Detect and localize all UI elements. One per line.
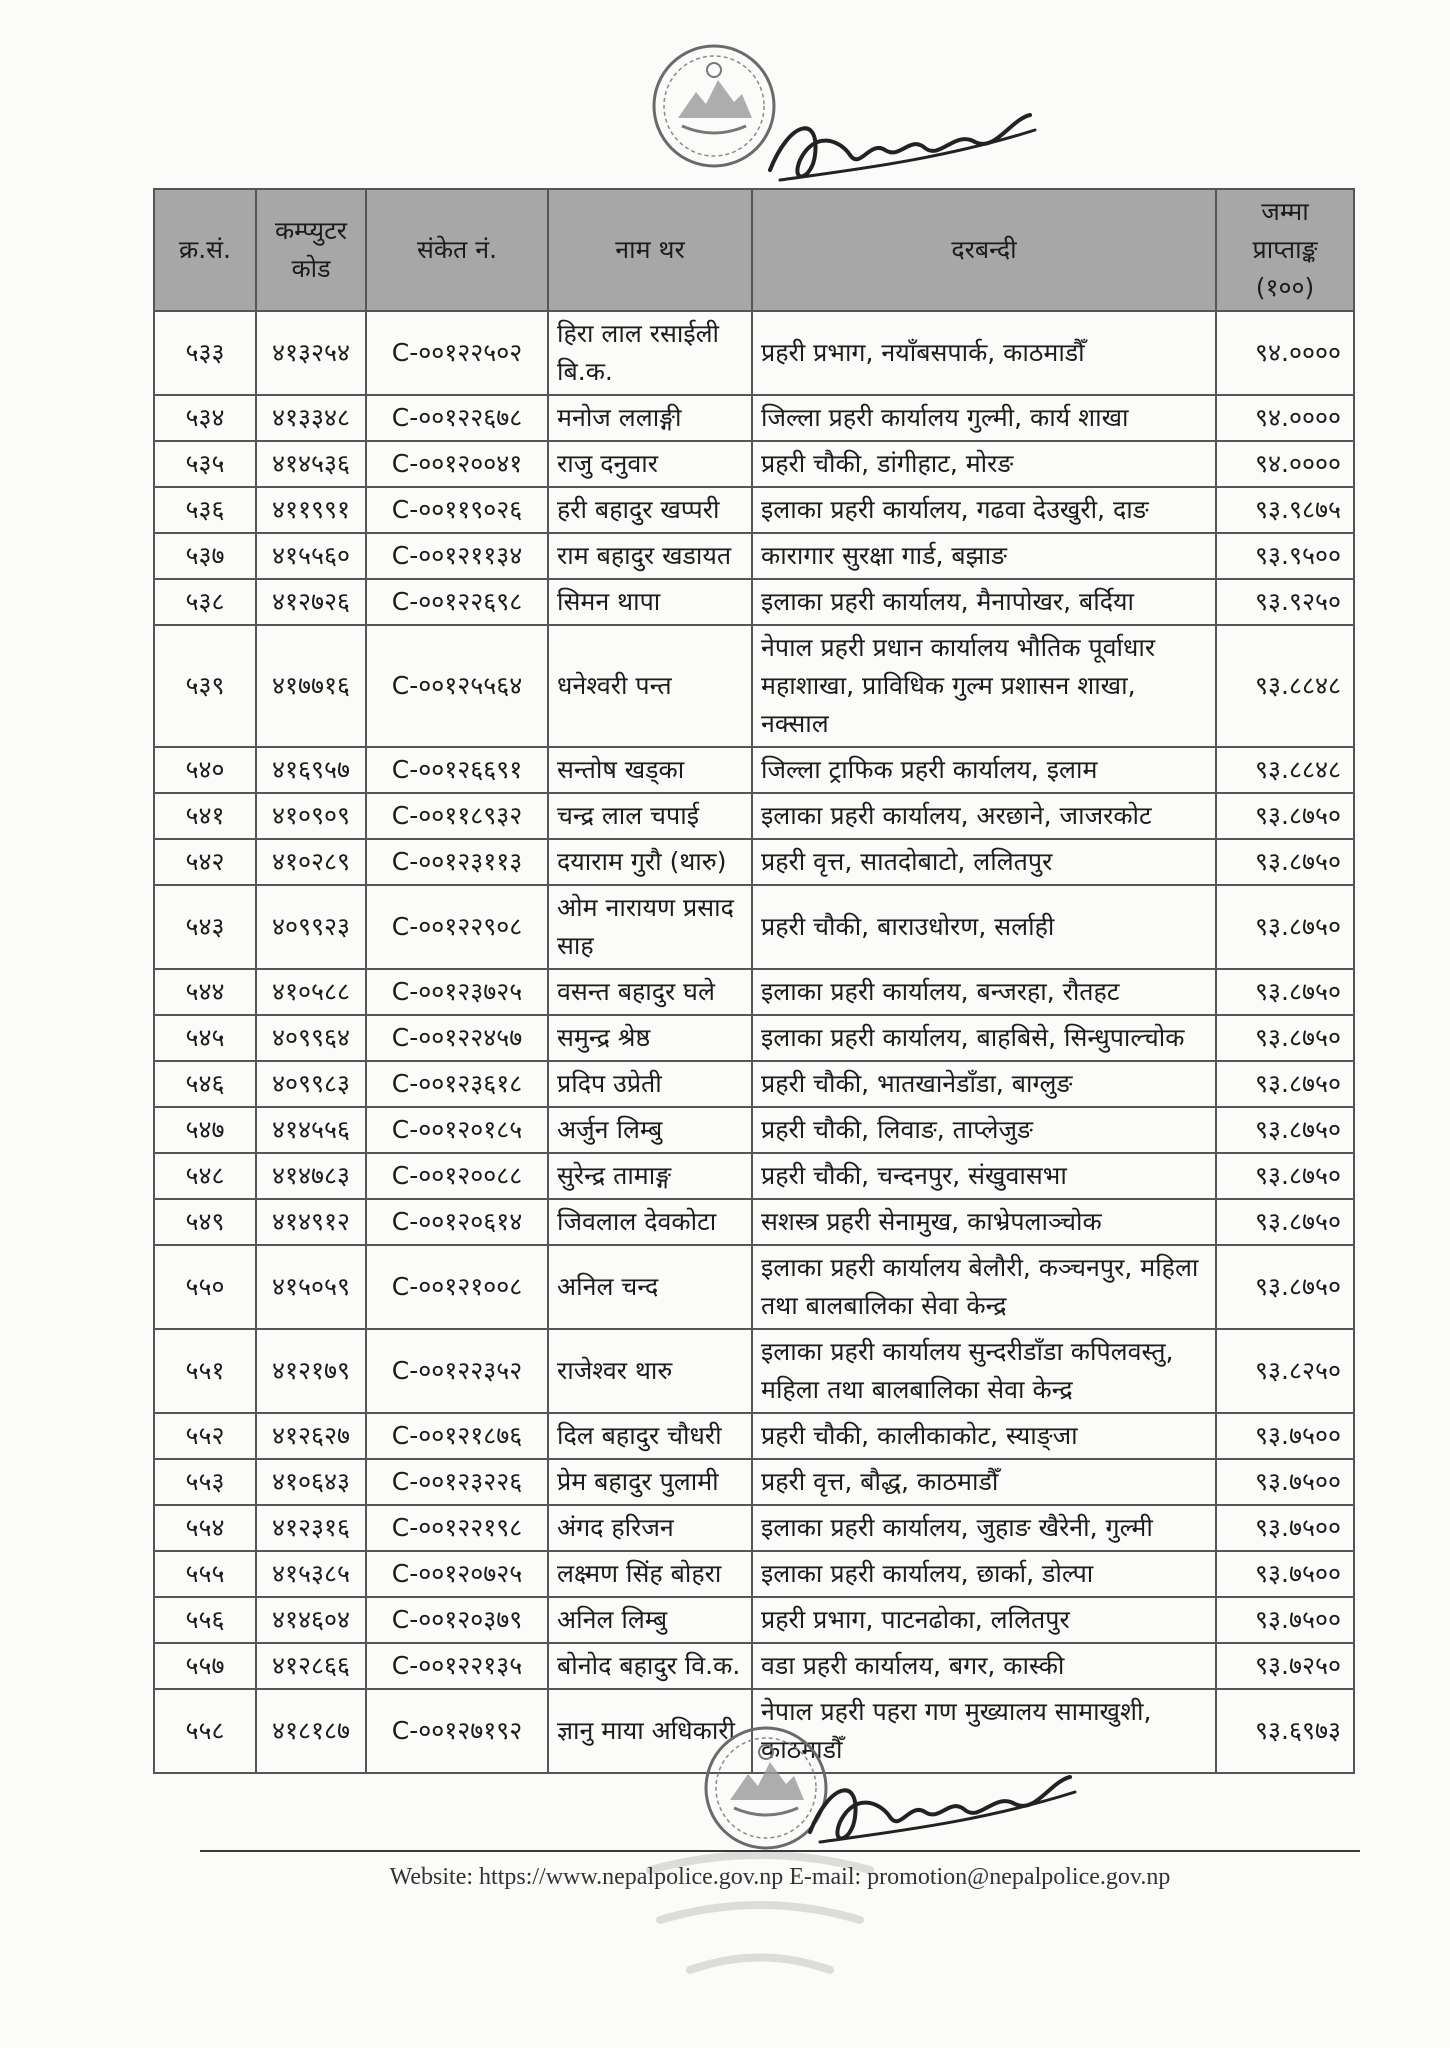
cell-symbol-number: C-००११९०२६ (366, 487, 548, 533)
cell-symbol-number: C-००१२३२२६ (366, 1459, 548, 1505)
cell-computer-code: ४१४५५६ (256, 1107, 366, 1153)
cell-symbol-number: C-००१२१००८ (366, 1245, 548, 1329)
cell-total-score: ९३.७५०० (1216, 1597, 1354, 1643)
footer-divider (200, 1850, 1360, 1852)
cell-post: जिल्ला ट्राफिक प्रहरी कार्यालय, इलाम (752, 747, 1216, 793)
table-row (154, 311, 1354, 395)
cell-computer-code: ४१२६२७ (256, 1413, 366, 1459)
cell-name: प्रदिप उप्रेती (548, 1061, 752, 1107)
table-row (154, 1505, 1354, 1551)
cell-symbol-number: C-००१२६६९१ (366, 747, 548, 793)
table-row (154, 1643, 1354, 1689)
cell-total-score: ९३.९५०० (1216, 533, 1354, 579)
cell-symbol-number: C-००१२११३४ (366, 533, 548, 579)
table-row (154, 579, 1354, 625)
cell-name: हरी बहादुर खप्परी (548, 487, 752, 533)
cell-post: सशस्त्र प्रहरी सेनामुख, काभ्रेपलाञ्चोक (752, 1199, 1216, 1245)
table-row (154, 969, 1354, 1015)
cell-name: चन्द्र लाल चपाई (548, 793, 752, 839)
cell-name: राम बहादुर खडायत (548, 533, 752, 579)
cell-computer-code: ४१२३१६ (256, 1505, 366, 1551)
cell-serial: ५५३ (154, 1459, 256, 1505)
cell-post: इलाका प्रहरी कार्यालय बेलौरी, कञ्चनपुर, महिला तथा बालबालिका सेवा केन्द्र (752, 1245, 1216, 1329)
cell-computer-code: ४१४९१२ (256, 1199, 366, 1245)
cell-serial: ५३८ (154, 579, 256, 625)
cell-serial: ५४४ (154, 969, 256, 1015)
cell-serial: ५५४ (154, 1505, 256, 1551)
cell-name: वसन्त बहादुर घले (548, 969, 752, 1015)
cell-total-score: ९३.८७५० (1216, 1153, 1354, 1199)
table-row (154, 1107, 1354, 1153)
cell-computer-code: ४१५३८५ (256, 1551, 366, 1597)
cell-total-score: ९३.८८४८ (1216, 747, 1354, 793)
results-table (153, 188, 1355, 1774)
cell-computer-code: ४१५५६० (256, 533, 366, 579)
cell-serial: ५४० (154, 747, 256, 793)
cell-computer-code: ४०९९८३ (256, 1061, 366, 1107)
cell-name: मनोज ललाङ्गी (548, 395, 752, 441)
table-row (154, 1459, 1354, 1505)
cell-serial: ५५६ (154, 1597, 256, 1643)
cell-symbol-number: C-००१२०६१४ (366, 1199, 548, 1245)
cell-symbol-number: C-००१२१८७६ (366, 1413, 548, 1459)
cell-serial: ५५५ (154, 1551, 256, 1597)
cell-name: राजेश्वर थारु (548, 1329, 752, 1413)
cell-total-score: ९३.९८७५ (1216, 487, 1354, 533)
cell-post: प्रहरी प्रभाग, पाटनढोका, ललितपुर (752, 1597, 1216, 1643)
cell-name: समुन्द्र श्रेष्ठ (548, 1015, 752, 1061)
cell-total-score: ९३.८७५० (1216, 885, 1354, 969)
cell-total-score: ९३.८७५० (1216, 1061, 1354, 1107)
cell-total-score: ९३.७५०० (1216, 1459, 1354, 1505)
table-header-row (154, 189, 1354, 311)
cell-serial: ५४१ (154, 793, 256, 839)
cell-post: प्रहरी चौकी, भातखानेडाँडा, बाग्लुङ (752, 1061, 1216, 1107)
table-row (154, 395, 1354, 441)
cell-serial: ५४९ (154, 1199, 256, 1245)
cell-total-score: ९३.८८४८ (1216, 625, 1354, 747)
cell-total-score: ९३.७२५० (1216, 1643, 1354, 1689)
cell-computer-code: ४१२७२६ (256, 579, 366, 625)
cell-post: इलाका प्रहरी कार्यालय, अरछाने, जाजरकोट (752, 793, 1216, 839)
cell-symbol-number: C-००१२२९०८ (366, 885, 548, 969)
cell-name: ओम नारायण प्रसाद साह (548, 885, 752, 969)
cell-total-score: ९३.८२५० (1216, 1329, 1354, 1413)
cell-serial: ५५२ (154, 1413, 256, 1459)
cell-post: प्रहरी चौकी, कालीकाकोट, स्याङ्जा (752, 1413, 1216, 1459)
header-post: दरबन्दी (752, 189, 1216, 311)
cell-computer-code: ४१२८६६ (256, 1643, 366, 1689)
cell-total-score: ९३.६९७३ (1216, 1689, 1354, 1773)
header-symbol-number: संकेत नं. (366, 189, 548, 311)
cell-serial: ५३६ (154, 487, 256, 533)
table-row (154, 1199, 1354, 1245)
table-row (154, 1245, 1354, 1329)
cell-name: लक्ष्मण सिंह बोहरा (548, 1551, 752, 1597)
table-row (154, 1061, 1354, 1107)
cell-post: प्रहरी चौकी, डांगीहाट, मोरङ (752, 441, 1216, 487)
cell-computer-code: ४१८१८७ (256, 1689, 366, 1773)
cell-computer-code: ४१५०५९ (256, 1245, 366, 1329)
cell-serial: ५४८ (154, 1153, 256, 1199)
cell-computer-code: ४१७७१६ (256, 625, 366, 747)
table-row (154, 747, 1354, 793)
cell-serial: ५५० (154, 1245, 256, 1329)
cell-name: सुरेन्द्र तामाङ्ग (548, 1153, 752, 1199)
cell-computer-code: ४११९९१ (256, 487, 366, 533)
cell-computer-code: ४१४६०४ (256, 1597, 366, 1643)
header-serial: क्र.सं. (154, 189, 256, 311)
cell-computer-code: ४१४५३६ (256, 441, 366, 487)
footer-contact: Website: https://www.nepalpolice.gov.np E-mail: promotion@nepalpolice.gov.np (389, 1864, 1171, 1890)
cell-post: प्रहरी चौकी, लिवाङ, ताप्लेजुङ (752, 1107, 1216, 1153)
cell-post: इलाका प्रहरी कार्यालय, मैनापोखर, बर्दिया (752, 579, 1216, 625)
cell-computer-code: ४१३३४८ (256, 395, 366, 441)
cell-serial: ५३४ (154, 395, 256, 441)
cell-serial: ५४३ (154, 885, 256, 969)
cell-total-score: ९३.८७५० (1216, 1199, 1354, 1245)
cell-post: जिल्ला प्रहरी कार्यालय गुल्मी, कार्य शाखा (752, 395, 1216, 441)
cell-name: दिल बहादुर चौधरी (548, 1413, 752, 1459)
cell-total-score: ९३.८७५० (1216, 1245, 1354, 1329)
cell-total-score: ९३.८७५० (1216, 793, 1354, 839)
cell-computer-code: ४१०९०९ (256, 793, 366, 839)
header-name: नाम थर (548, 189, 752, 311)
cell-serial: ५५७ (154, 1643, 256, 1689)
table-row (154, 1153, 1354, 1199)
cell-post: प्रहरी चौकी, चन्दनपुर, संखुवासभा (752, 1153, 1216, 1199)
table-body (154, 311, 1354, 1773)
cell-post: प्रहरी वृत्त, बौद्ध, काठमाडौँ (752, 1459, 1216, 1505)
cell-total-score: ९४.०००० (1216, 311, 1354, 395)
cell-name: हिरा लाल रसाईली बि.क. (548, 311, 752, 395)
cell-post: इलाका प्रहरी कार्यालय सुन्दरीडाँडा कपिलवस्तु, महिला तथा बालबालिका सेवा केन्द्र (752, 1329, 1216, 1413)
cell-serial: ५५१ (154, 1329, 256, 1413)
table-row (154, 1329, 1354, 1413)
cell-name: अर्जुन लिम्बु (548, 1107, 752, 1153)
cell-computer-code: ४०९९६४ (256, 1015, 366, 1061)
cell-post: कारागार सुरक्षा गार्ड, बझाङ (752, 533, 1216, 579)
cell-post: प्रहरी चौकी, बाराउधोरण, सर्लाही (752, 885, 1216, 969)
cell-post: प्रहरी वृत्त, सातदोबाटो, ललितपुर (752, 839, 1216, 885)
cell-serial: ५४५ (154, 1015, 256, 1061)
cell-symbol-number: C-००११८९३२ (366, 793, 548, 839)
cell-total-score: ९३.७५०० (1216, 1551, 1354, 1597)
cell-name: प्रेम बहादुर पुलामी (548, 1459, 752, 1505)
cell-symbol-number: C-००१२२६९८ (366, 579, 548, 625)
cell-post: इलाका प्रहरी कार्यालय, बाहबिसे, सिन्धुपाल्चोक (752, 1015, 1216, 1061)
cell-computer-code: ४१४७८३ (256, 1153, 366, 1199)
cell-symbol-number: C-००१२७१९२ (366, 1689, 548, 1773)
table-row (154, 625, 1354, 747)
header-computer-code: कम्प्युटर कोड (256, 189, 366, 311)
cell-symbol-number: C-००१२२१९८ (366, 1505, 548, 1551)
table-row (154, 793, 1354, 839)
cell-total-score: ९३.८७५० (1216, 839, 1354, 885)
table-row (154, 533, 1354, 579)
cell-symbol-number: C-००१२२३५२ (366, 1329, 548, 1413)
signature-top (760, 100, 1040, 195)
table-row (154, 441, 1354, 487)
table-row (154, 1015, 1354, 1061)
cell-name: सिमन थापा (548, 579, 752, 625)
cell-serial: ५३७ (154, 533, 256, 579)
cell-computer-code: ४१०२८९ (256, 839, 366, 885)
cell-post: इलाका प्रहरी कार्यालय, जुहाङ खैरेनी, गुल्मी (752, 1505, 1216, 1551)
table-row (154, 839, 1354, 885)
cell-name: धनेश्वरी पन्त (548, 625, 752, 747)
cell-name: सन्तोष खड्का (548, 747, 752, 793)
cell-post: प्रहरी प्रभाग, नयाँबसपार्क, काठमाडौँ (752, 311, 1216, 395)
cell-computer-code: ४१२१७९ (256, 1329, 366, 1413)
cell-post: इलाका प्रहरी कार्यालय, बन्जरहा, रौतहट (752, 969, 1216, 1015)
table-row (154, 1597, 1354, 1643)
cell-total-score: ९३.८७५० (1216, 1107, 1354, 1153)
table-row (154, 885, 1354, 969)
cell-total-score: ९४.०००० (1216, 395, 1354, 441)
cell-name: अनिल लिम्बु (548, 1597, 752, 1643)
cell-total-score: ९३.७५०० (1216, 1413, 1354, 1459)
cell-symbol-number: C-००१२२४५७ (366, 1015, 548, 1061)
cell-name: राजु दनुवार (548, 441, 752, 487)
cell-serial: ५३९ (154, 625, 256, 747)
table-row (154, 1413, 1354, 1459)
cell-computer-code: ४१०६४३ (256, 1459, 366, 1505)
cell-post: इलाका प्रहरी कार्यालय, गढवा देउखुरी, दाङ (752, 487, 1216, 533)
cell-serial: ५५८ (154, 1689, 256, 1773)
cell-serial: ५४६ (154, 1061, 256, 1107)
cell-symbol-number: C-००१२००८८ (366, 1153, 548, 1199)
cell-total-score: ९४.०००० (1216, 441, 1354, 487)
cell-serial: ५३३ (154, 311, 256, 395)
cell-name: दयाराम गुरौ (थारु) (548, 839, 752, 885)
cell-symbol-number: C-००१२५५६४ (366, 625, 548, 747)
cell-name: ज्ञानु माया अधिकारी (548, 1689, 752, 1773)
header-total-score: जम्मा प्राप्ताङ्क (१००) (1216, 189, 1354, 311)
committee-stamp-bottom (630, 1830, 890, 2000)
cell-symbol-number: C-००१२००४१ (366, 441, 548, 487)
cell-symbol-number: C-००१२०७२५ (366, 1551, 548, 1597)
cell-symbol-number: C-००१२०१८५ (366, 1107, 548, 1153)
cell-name: जिवलाल देवकोटा (548, 1199, 752, 1245)
cell-symbol-number: C-००१२३६१८ (366, 1061, 548, 1107)
cell-name: बोनोद बहादुर वि.क. (548, 1643, 752, 1689)
cell-symbol-number: C-००१२३११३ (366, 839, 548, 885)
cell-symbol-number: C-००१२३७२५ (366, 969, 548, 1015)
table-row (154, 487, 1354, 533)
cell-serial: ५४७ (154, 1107, 256, 1153)
cell-computer-code: ४१६९५७ (256, 747, 366, 793)
cell-total-score: ९३.७५०० (1216, 1505, 1354, 1551)
cell-total-score: ९३.८७५० (1216, 1015, 1354, 1061)
cell-computer-code: ४१०५८८ (256, 969, 366, 1015)
cell-total-score: ९३.८७५० (1216, 969, 1354, 1015)
cell-computer-code: ४०९९२३ (256, 885, 366, 969)
cell-name: अंगद हरिजन (548, 1505, 752, 1551)
cell-symbol-number: C-००१२०३७९ (366, 1597, 548, 1643)
cell-symbol-number: C-००१२२६७८ (366, 395, 548, 441)
cell-post: वडा प्रहरी कार्यालय, बगर, कास्की (752, 1643, 1216, 1689)
cell-post: इलाका प्रहरी कार्यालय, छार्का, डोल्पा (752, 1551, 1216, 1597)
cell-post: नेपाल प्रहरी प्रधान कार्यालय भौतिक पूर्वाधार महाशाखा, प्राविधिक गुल्म प्रशासन शाखा, नक्साल (752, 625, 1216, 747)
cell-serial: ५३५ (154, 441, 256, 487)
cell-serial: ५४२ (154, 839, 256, 885)
cell-symbol-number: C-००१२२५०२ (366, 311, 548, 395)
cell-name: अनिल चन्द (548, 1245, 752, 1329)
cell-post: नेपाल प्रहरी पहरा गण मुख्यालय सामाखुशी, काठमाडौँ (752, 1689, 1216, 1773)
cell-symbol-number: C-००१२२१३५ (366, 1643, 548, 1689)
table-row (154, 1551, 1354, 1597)
cell-computer-code: ४१३२५४ (256, 311, 366, 395)
cell-total-score: ९३.९२५० (1216, 579, 1354, 625)
